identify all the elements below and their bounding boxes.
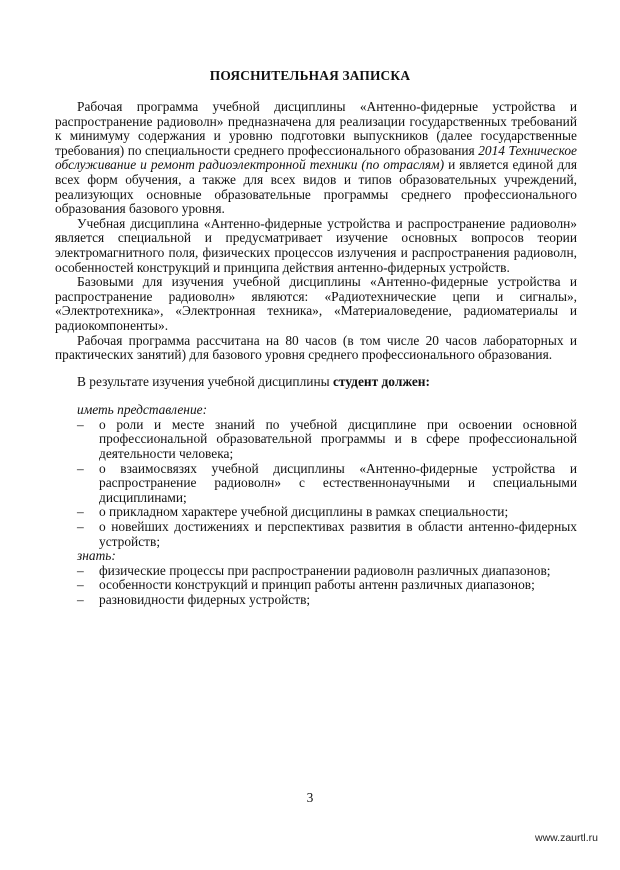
list-item bbox=[55, 578, 577, 593]
list-item bbox=[55, 564, 577, 579]
list-item-text: разновидности фидерных устройств; bbox=[99, 592, 311, 607]
list-item-text: особенности конструкций и принцип работы антенн различных диапазонов; bbox=[99, 577, 535, 593]
paragraph-purpose-text-a: Рабочая программа учебной дисциплины «Антенно-фидерные устройства и распространение радиоволн» предназначена для реализации государственных требований к минимуму содержания и уровню подготовки выпускников (далее государственные требования) по специальности среднего профессионального образования bbox=[55, 99, 577, 158]
list-item-text: о роли и месте знаний по учебной дисциплине при освоении основной профессиональной образовательной программы и в сфере профессиональной деятельности человека; bbox=[99, 416, 577, 462]
page-number: 3 bbox=[306, 790, 314, 805]
dash-bullet: – bbox=[77, 416, 84, 432]
dash-bullet: – bbox=[77, 519, 84, 535]
document-body bbox=[55, 100, 577, 608]
list-item-text: о взаимосвязях учебной дисциплины «Антенно-фидерные устройства и распространение радиоволн» с естественнонаучными и специальными дисциплинами; bbox=[99, 460, 577, 505]
specialty-name: 2014 Техническое обслуживание и ремонт радиоэлектронной техники (по отраслям) bbox=[55, 142, 577, 173]
section-know: знать: bbox=[77, 548, 116, 564]
list-item bbox=[55, 418, 577, 462]
list-item bbox=[55, 593, 577, 608]
site-watermark: www.zaurtl.ru bbox=[534, 832, 598, 844]
list-item-text: физические процессы при распространении радиоволн различных диапазонов; bbox=[99, 562, 551, 578]
paragraph-prerequisites: Базовыми для изучения учебной дисциплины «Антенно-фидерные устройства и распространение радиоволн» являются: «Радиотехнические цепи и сигналы», «Электротехника», «Электронная техника», «Материаловедение, радиоматериалы и радиокомпоненты». bbox=[55, 274, 577, 333]
dash-bullet: – bbox=[77, 592, 84, 607]
list-item bbox=[55, 505, 577, 520]
list-item bbox=[55, 520, 577, 549]
dash-bullet: – bbox=[77, 460, 84, 476]
paragraph-discipline: Учебная дисциплина «Антенно-фидерные устройства и распространение радиоволн» является специальной и предусматривает изучение основных вопросов теории электромагнитного поля, физических процессов излучения и распространения радиоволн, особенностей конструкций и принципа действия антенно-фидерных устройств. bbox=[55, 215, 577, 275]
list-item-text: о новейших достижениях и перспективах развития в области антенно-фидерных устройств; bbox=[99, 519, 577, 549]
dash-bullet: – bbox=[77, 577, 84, 593]
list-item bbox=[55, 462, 577, 506]
result-intro: В результате изучения учебной дисциплины bbox=[77, 373, 333, 389]
dash-bullet: – bbox=[77, 504, 84, 520]
list-item-text: о прикладном характере учебной дисциплины в рамках специальности; bbox=[99, 504, 509, 520]
paragraph-purpose bbox=[55, 100, 577, 217]
page-title: ПОЯСНИТЕЛЬНАЯ ЗАПИСКА bbox=[209, 68, 411, 83]
paragraph-hours: Рабочая программа рассчитана на 80 часов (в том числе 20 часов лабораторных и практических занятий) для базового уровня среднего профессионального образования. bbox=[55, 332, 577, 363]
paragraph-purpose-text-b: и является единой для всех форм обучения, а также для всех видов и типов образовательных учреждений, реализующих основные образовательные программы среднего профессионального образования базового уровня. bbox=[55, 157, 578, 217]
section-represent: иметь представление: bbox=[77, 402, 208, 418]
result-bold: студент должен: bbox=[332, 373, 430, 389]
dash-bullet: – bbox=[77, 562, 84, 578]
result-heading bbox=[55, 375, 577, 390]
